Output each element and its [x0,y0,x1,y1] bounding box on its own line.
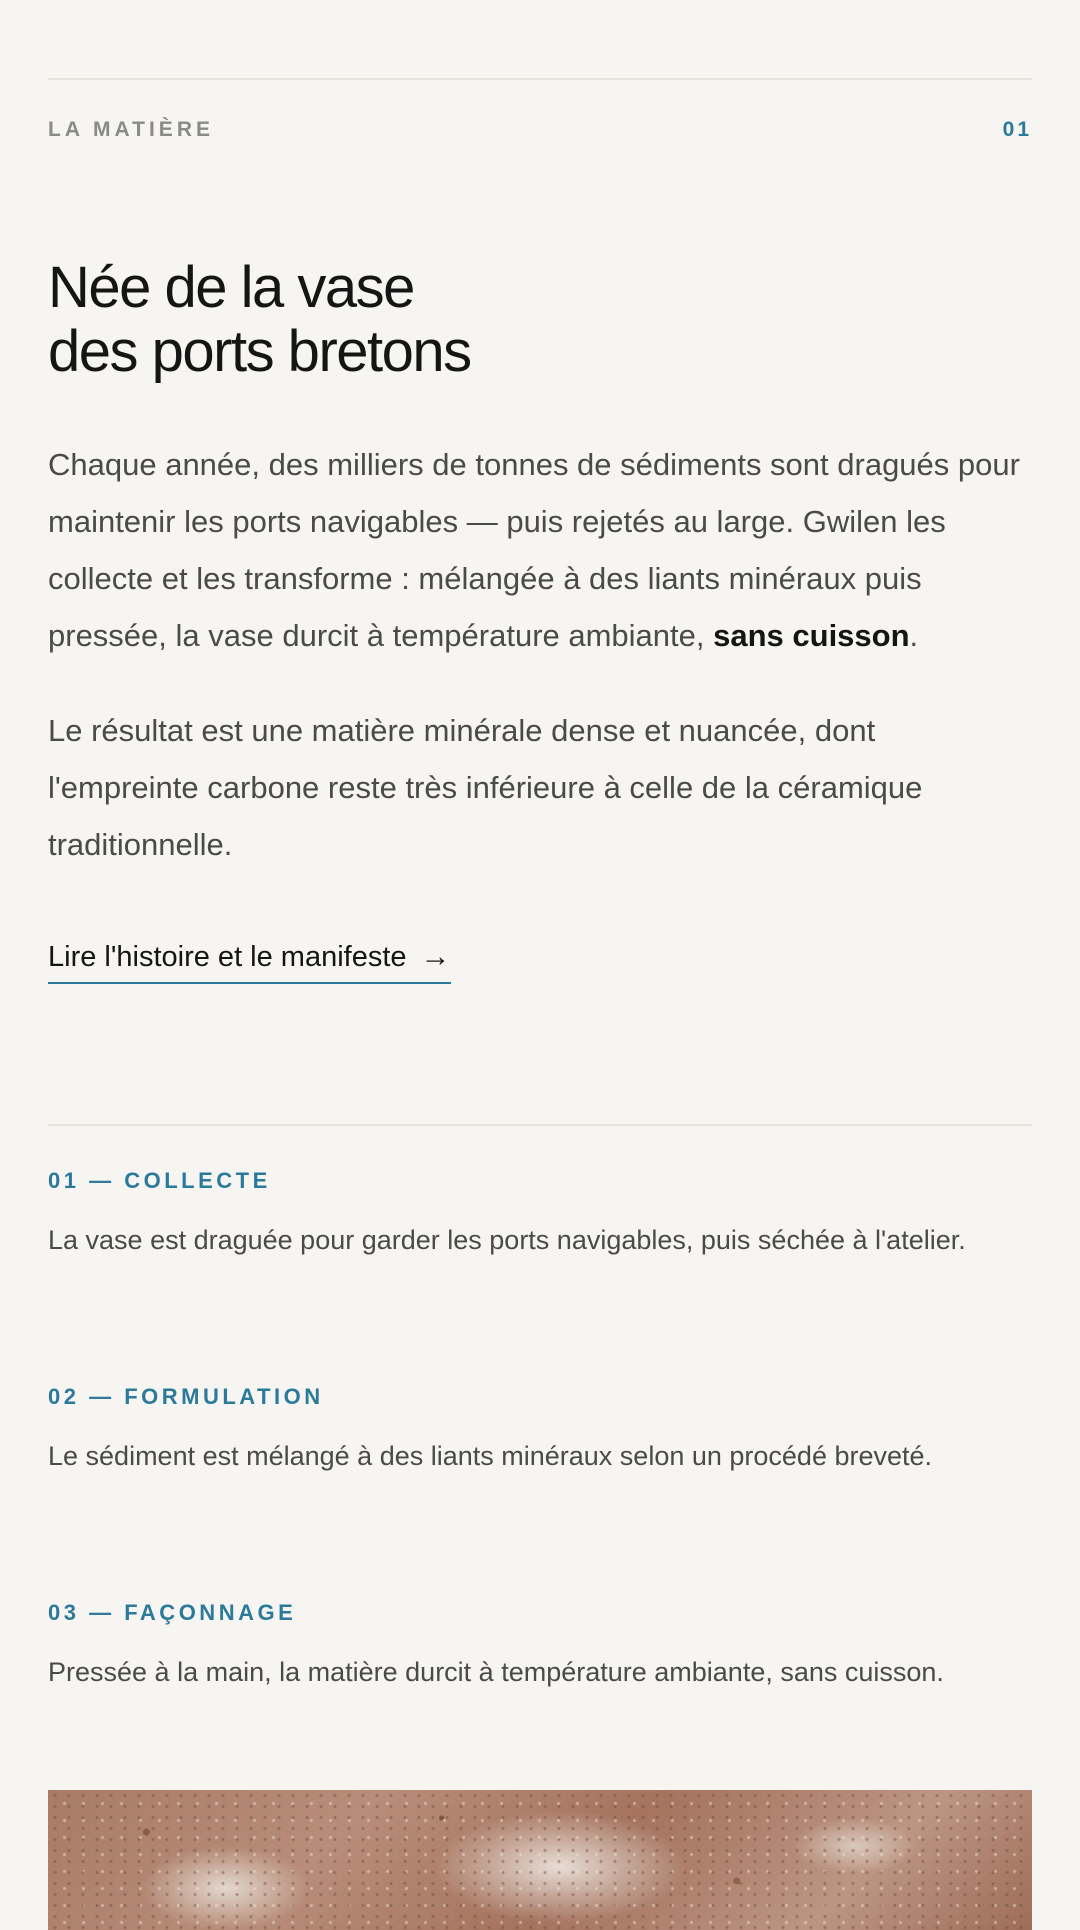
step-faconnage [48,1598,1032,1690]
section-title-line-1: Née de la vase [48,255,414,320]
intro-paragraph [48,436,1032,664]
top-divider [48,78,1032,80]
step-label: 02 — FORMULATION [48,1384,324,1409]
section-title [48,256,471,384]
material-texture-photo [48,1790,1032,1930]
intro-paragraph-end: . [909,618,919,653]
step-label: 03 — FAÇONNAGE [48,1600,297,1625]
intro-paragraph-text: Chaque année, des milliers de tonnes de sédiments sont dragués pour maintenir les ports navigables — puis rejetés au large. Gwilen les collecte et les transforme : mélangée à des liants minéraux puis pressée, la vase durcit à température ambiante, [48,447,1020,653]
step-label: 01 — COLLECTE [48,1168,271,1193]
step-description: Pressée à la main, la matière durcit à température ambiante, sans cuisson. [48,1657,944,1687]
intro-paragraph-emphasis: sans cuisson [713,618,910,653]
result-paragraph: Le résultat est une matière minérale dense et nuancée, dont l'empreinte carbone reste très inférieure à celle de la céramique traditionnelle. [48,713,923,862]
step-description: La vase est draguée pour garder les ports navigables, puis séchée à l'atelier. [48,1225,966,1255]
step-formulation [48,1382,1032,1474]
section-eyebrow: LA MATIÈRE [48,118,214,141]
step-description: Le sédiment est mélangé à des liants minéraux selon un procédé breveté. [48,1441,933,1471]
arrow-right-icon: → [420,940,451,973]
step-collecte [48,1166,1032,1258]
read-manifesto-label: Lire l'histoire et le manifeste [48,940,407,973]
section-header [48,118,1032,142]
steps-divider [48,1124,1032,1126]
section-number: 01 [1002,118,1032,141]
section-title-line-2: des ports bretons [48,319,471,384]
read-manifesto-link[interactable] [48,940,451,984]
